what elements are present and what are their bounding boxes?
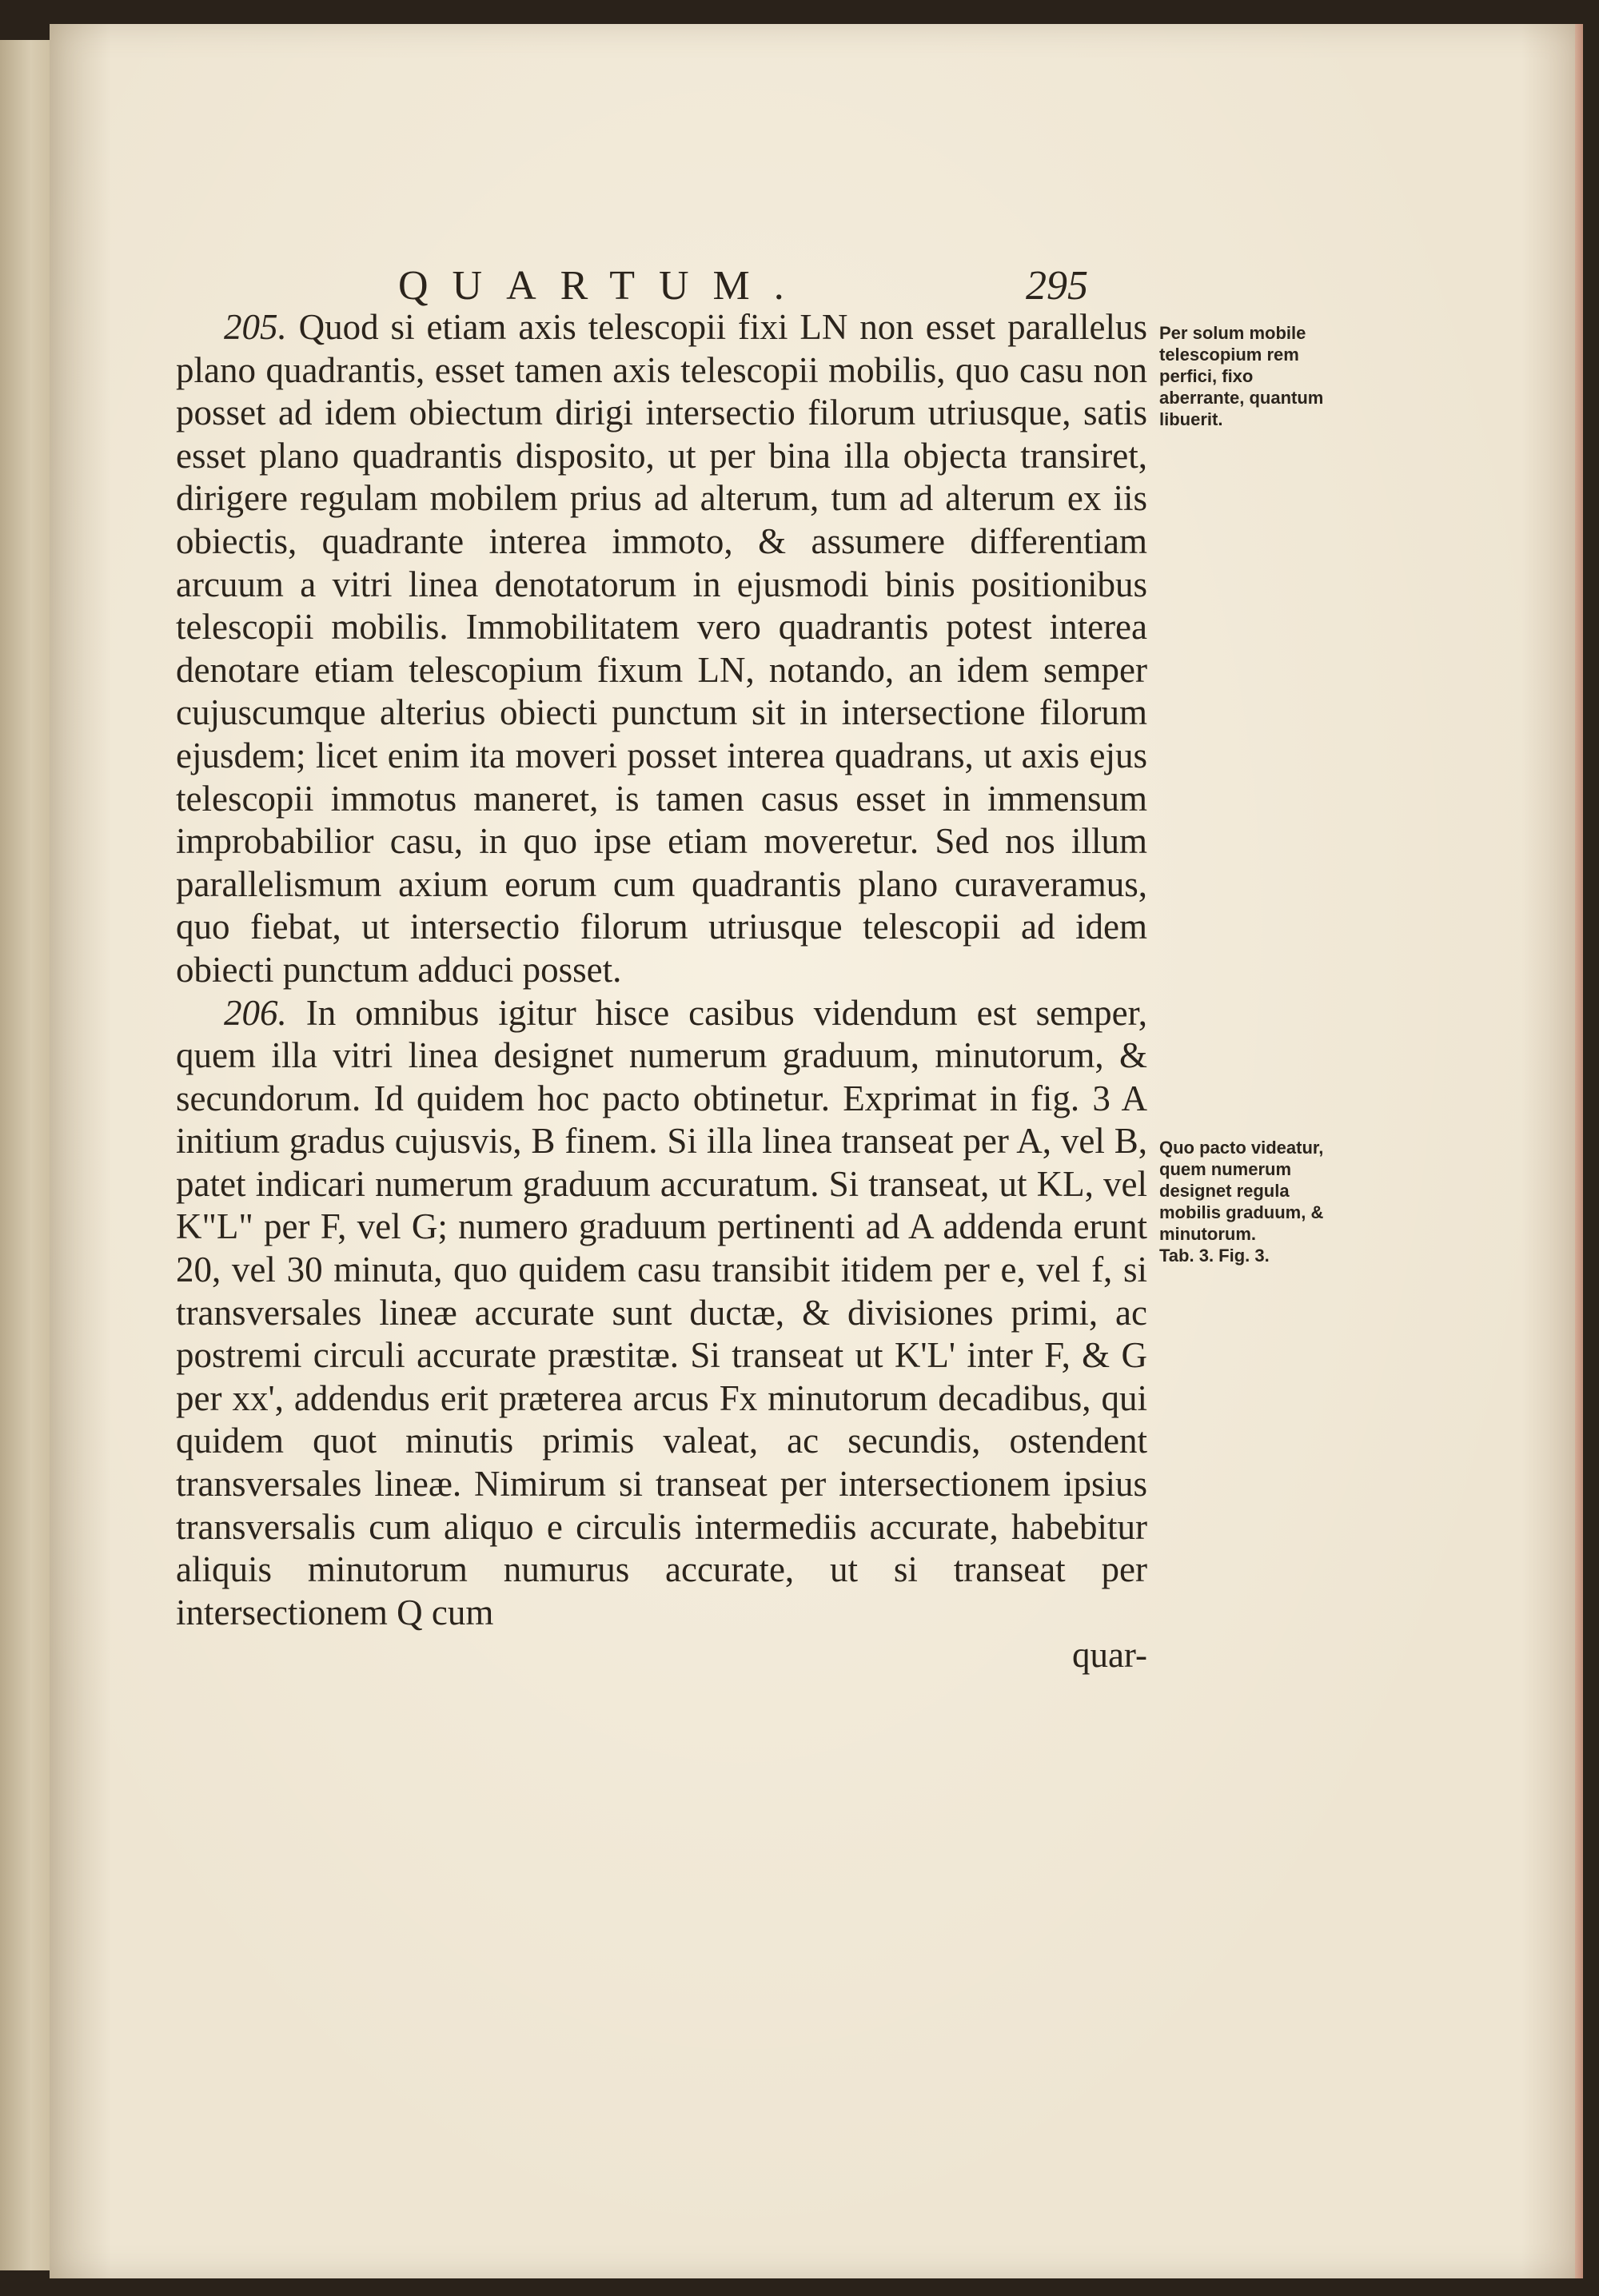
paragraph-number: 206.: [224, 992, 287, 1033]
margin-note-text: Per solum mobile telescopium rem perfici, fixo aberrante, quantum libuerit.: [1159, 323, 1324, 429]
margin-note-206: [1159, 1137, 1331, 1266]
main-text: [176, 306, 1147, 1677]
paragraph-206: [176, 992, 1147, 1678]
paragraph-number: 205.: [224, 307, 287, 347]
header-title: QUARTUM.: [398, 263, 808, 309]
figure-reference: Tab. 3. Fig. 3.: [1159, 1246, 1270, 1266]
page-number: 295: [1026, 263, 1088, 309]
margin-note-text: Quo pacto videatur, quem numerum designet regula mobilis graduum, & minutorum.: [1159, 1138, 1324, 1244]
paragraph-205: [176, 306, 1147, 992]
page-fore-edge: [1575, 24, 1583, 2278]
paragraph-text: Quod si etiam axis telescopii fixi LN non esset parallelus plano quadrantis, esset tamen axis telescopii mobilis, quo casu non posset ad idem obiectum dirigi intersectio filorum utriusque, satis esset plano quadrantis disposito, ut per bina illa objecta transiret, dirigere regulam mobilem prius ad alterum, tum ad alterum ex iis obiectis, quadrante interea immoto, & assumere differentiam arcuum a vitri linea denotatorum in ejusmodi binis positionibus telescopii mobilis. Immobilitatem vero quadrantis potest interea denotare etiam telescopium fixum LN, notando, an idem semper cujuscumque alterius obiecti punctum sit in intersectione filorum ejusdem; licet enim ita moveri posset interea quadrans, ut axis ejus telescopii immotus maneret, is tamen casus esset in immensum improbabilior casu, in quo ipse etiam moveretur. Sed nos illum parallelismum axium eorum cum quadrantis plano curaveramus, quo fiebat, ut intersectio filorum utriusque telescopii ad idem obiecti punctum adduci posset.: [176, 307, 1147, 990]
catchword: quar-: [1071, 1635, 1147, 1676]
margin-note-205: [1159, 322, 1331, 430]
paragraph-text: In omnibus igitur hisce casibus videndum est semper, quem illa vitri linea designet numerum graduum, minutorum, & secundorum. Id quidem hoc pacto obtinetur. Exprimat in fig. 3 A initium gradus cujusvis, B finem. Si illa linea transeat per A, vel B, patet indicari numerum graduum accuratum. Si transeat, ut KL, vel K"L" per F, vel G; numero graduum pertinenti ad A addenda erunt 20, vel 30 minuta, quo quidem casu transibit itidem per e, vel f, si transversales lineæ accurate sunt ductæ, & divisiones primi, ac postremi circuli accurate præstitæ. Si transeat ut K'L' inter F, & G per xx', addendus erit præterea arcus Fx minutorum decadibus, qui quidem quot minutis primis valeat, ac secundis, ostendent transversales lineæ. Nimirum si transeat per intersectionem ipsius transversalis cum aliquo e circulis intermediis accurate, habebitur aliquis minutorum numurus accurate, ut si transeat per intersectionem Q cum: [176, 992, 1147, 1632]
